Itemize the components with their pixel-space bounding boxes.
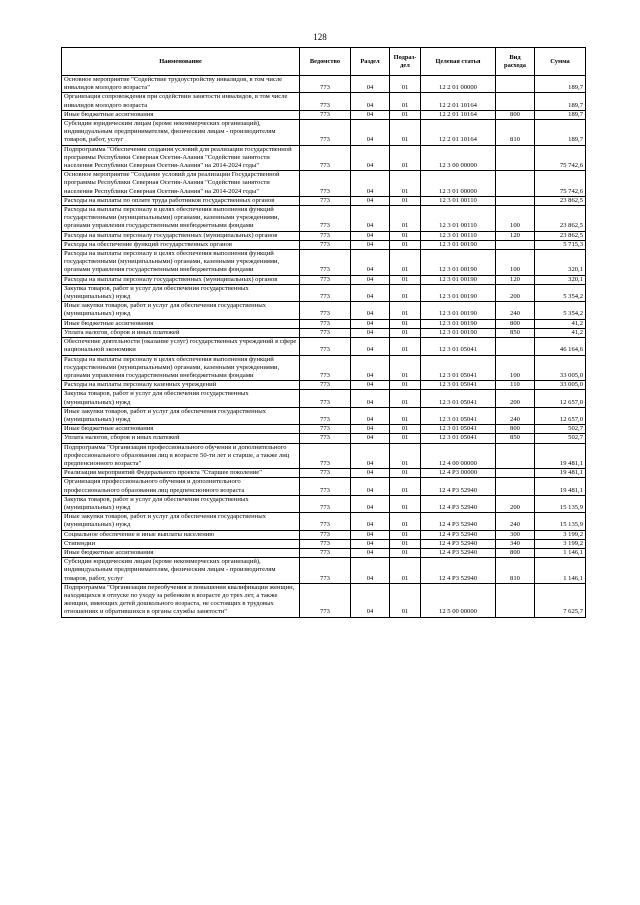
header-section: Раздел (351, 48, 390, 76)
row-subsection: 01 (390, 120, 421, 146)
header-name: Наименование (62, 48, 300, 76)
row-expense-type (496, 171, 535, 197)
row-section: 04 (351, 171, 390, 197)
row-name: Реализация мероприятий Федерального проекта "Старшее поколение" (62, 469, 300, 478)
row-section: 04 (351, 76, 390, 93)
row-dept: 773 (300, 171, 351, 197)
table-row (62, 338, 586, 355)
table-row (62, 443, 586, 469)
row-dept: 773 (300, 93, 351, 110)
row-target: 12 2 01 10164 (421, 110, 496, 119)
row-expense-type: 850 (496, 328, 535, 337)
row-subsection: 01 (390, 93, 421, 110)
row-expense-type: 240 (496, 302, 535, 319)
row-dept: 773 (300, 206, 351, 232)
row-target: 12 4 P3 52940 (421, 513, 496, 530)
row-section: 04 (351, 530, 390, 539)
row-amount: 23 862,5 (535, 231, 586, 240)
row-subsection: 01 (390, 443, 421, 469)
header-target: Целевая статья (421, 48, 496, 76)
row-amount: 33 005,0 (535, 381, 586, 390)
row-target: 12 3 01 00190 (421, 328, 496, 337)
row-section: 04 (351, 495, 390, 512)
row-dept: 773 (300, 302, 351, 319)
table-row (62, 583, 586, 617)
row-expense-type: 800 (496, 548, 535, 557)
row-name: Субсидии юридическим лицам (кроме некоммерческих организаций), индивидуальным предпринимателям, физическим лицам - производителям товаров, работ, услуг (62, 120, 300, 146)
row-name: Закупка товаров, работ и услуг для обеспечения государственных (муниципальных) нужд (62, 495, 300, 512)
row-dept: 773 (300, 390, 351, 407)
row-target: 12 2 01 10164 (421, 120, 496, 146)
row-section: 04 (351, 275, 390, 284)
row-expense-type: 200 (496, 495, 535, 512)
row-amount: 189,7 (535, 76, 586, 93)
row-subsection: 01 (390, 206, 421, 232)
table-row (62, 434, 586, 443)
row-dept: 773 (300, 231, 351, 240)
row-section: 04 (351, 284, 390, 301)
row-name: Иные бюджетные ассигнования (62, 110, 300, 119)
table-row (62, 319, 586, 328)
row-amount: 75 742,6 (535, 145, 586, 171)
row-dept: 773 (300, 145, 351, 171)
row-target: 12 3 01 05041 (421, 338, 496, 355)
table-row (62, 469, 586, 478)
row-subsection: 01 (390, 495, 421, 512)
row-target: 12 3 01 00190 (421, 302, 496, 319)
row-section: 04 (351, 558, 390, 584)
row-target: 12 3 01 05041 (421, 434, 496, 443)
row-section: 04 (351, 583, 390, 617)
header-subsection: Подраз- дел (390, 48, 421, 76)
row-dept: 773 (300, 407, 351, 424)
row-name: Иные закупки товаров, работ и услуг для обеспечения государственных (муниципальных) нужд (62, 513, 300, 530)
table-row (62, 495, 586, 512)
row-expense-type: 200 (496, 284, 535, 301)
row-subsection: 01 (390, 539, 421, 548)
row-target: 12 4 00 00000 (421, 443, 496, 469)
row-subsection: 01 (390, 171, 421, 197)
row-name: Закупка товаров, работ и услуг для обеспечения государственных (муниципальных) нужд (62, 390, 300, 407)
row-subsection: 01 (390, 478, 421, 495)
row-target: 12 3 01 00000 (421, 171, 496, 197)
row-section: 04 (351, 328, 390, 337)
row-amount: 3 199,2 (535, 530, 586, 539)
table-header-row (62, 48, 586, 76)
row-expense-type: 340 (496, 539, 535, 548)
row-subsection: 01 (390, 558, 421, 584)
table-row (62, 478, 586, 495)
row-name: Иные закупки товаров, работ и услуг для обеспечения государственных (муниципальных) нужд (62, 407, 300, 424)
row-dept: 773 (300, 120, 351, 146)
row-section: 04 (351, 231, 390, 240)
table-row (62, 548, 586, 557)
row-name: Обеспечение деятельности (оказание услуг) государственных учреждений в сфере национальной экономики (62, 338, 300, 355)
row-subsection: 01 (390, 231, 421, 240)
row-amount: 189,7 (535, 110, 586, 119)
row-expense-type (496, 443, 535, 469)
row-amount: 1 146,1 (535, 548, 586, 557)
row-expense-type (496, 145, 535, 171)
row-amount: 15 135,9 (535, 495, 586, 512)
row-subsection: 01 (390, 434, 421, 443)
table-row (62, 425, 586, 434)
row-section: 04 (351, 319, 390, 328)
row-amount: 33 005,0 (535, 355, 586, 381)
row-subsection: 01 (390, 110, 421, 119)
row-target: 12 4 P3 52940 (421, 548, 496, 557)
row-section: 04 (351, 145, 390, 171)
row-name: Подпрограмма "Организация переобучения и повышения квалификации женщин, находящихся в отпуске по уходу за ребенком в возрасте до трех лет, а также женщин, имеющих детей дошкольного возраста, не состоящих в трудовых отношениях и обратившихся в органы службы занятости" (62, 583, 300, 617)
row-target: 12 3 00 00000 (421, 145, 496, 171)
row-expense-type: 100 (496, 250, 535, 276)
row-expense-type: 800 (496, 110, 535, 119)
row-expense-type: 800 (496, 319, 535, 328)
row-amount: 1 146,1 (535, 558, 586, 584)
row-amount: 5 354,2 (535, 302, 586, 319)
row-name: Уплата налогов, сборов и иных платежей (62, 434, 300, 443)
table-row (62, 328, 586, 337)
row-name: Иные закупки товаров, работ и услуг для обеспечения государственных (муниципальных) нужд (62, 302, 300, 319)
row-dept: 773 (300, 425, 351, 434)
row-dept: 773 (300, 284, 351, 301)
row-name: Расходы на выплаты по оплате труда работников государственных органов (62, 196, 300, 205)
row-dept: 773 (300, 548, 351, 557)
row-name: Иные бюджетные ассигнования (62, 425, 300, 434)
row-target: 12 4 P3 52940 (421, 558, 496, 584)
row-subsection: 01 (390, 275, 421, 284)
row-target: 12 3 01 00190 (421, 250, 496, 276)
table-row (62, 513, 586, 530)
row-section: 04 (351, 434, 390, 443)
row-amount: 19 481,1 (535, 478, 586, 495)
row-dept: 773 (300, 558, 351, 584)
table-row (62, 120, 586, 146)
row-amount: 502,7 (535, 434, 586, 443)
row-target: 12 2 01 10164 (421, 93, 496, 110)
row-expense-type: 120 (496, 231, 535, 240)
header-amount: Сумма (535, 48, 586, 76)
row-subsection: 01 (390, 240, 421, 249)
table-row (62, 355, 586, 381)
row-amount: 320,1 (535, 250, 586, 276)
row-target: 12 3 01 00110 (421, 196, 496, 205)
row-dept: 773 (300, 469, 351, 478)
table-row (62, 275, 586, 284)
row-subsection: 01 (390, 145, 421, 171)
table-row (62, 381, 586, 390)
row-target: 12 4 P3 00000 (421, 469, 496, 478)
row-amount: 75 742,6 (535, 171, 586, 197)
row-expense-type (496, 338, 535, 355)
row-subsection: 01 (390, 513, 421, 530)
row-expense-type (496, 76, 535, 93)
row-dept: 773 (300, 583, 351, 617)
row-dept: 773 (300, 196, 351, 205)
row-expense-type (496, 240, 535, 249)
row-expense-type: 810 (496, 120, 535, 146)
budget-table (61, 47, 586, 618)
row-dept: 773 (300, 319, 351, 328)
table-row (62, 206, 586, 232)
row-section: 04 (351, 196, 390, 205)
page-number: 128 (313, 32, 327, 42)
row-subsection: 01 (390, 390, 421, 407)
row-name: Иные бюджетные ассигнования (62, 319, 300, 328)
row-name: Расходы на выплаты персоналу казенных учреждений (62, 381, 300, 390)
row-name: Организация профессионального обучения и дополнительного профессионального образования лиц предпенсионного возраста (62, 478, 300, 495)
row-target: 12 4 P3 52940 (421, 495, 496, 512)
row-subsection: 01 (390, 338, 421, 355)
row-target: 12 3 01 05041 (421, 390, 496, 407)
table-row (62, 196, 586, 205)
row-subsection: 01 (390, 302, 421, 319)
row-name: Расходы на выплаты персоналу государственных (муниципальных) органов (62, 231, 300, 240)
row-amount: 19 481,1 (535, 469, 586, 478)
table-row (62, 93, 586, 110)
row-dept: 773 (300, 381, 351, 390)
row-target: 12 3 01 00110 (421, 231, 496, 240)
row-expense-type: 100 (496, 355, 535, 381)
row-amount: 189,7 (535, 120, 586, 146)
row-target: 12 4 P3 52940 (421, 530, 496, 539)
row-dept: 773 (300, 434, 351, 443)
row-name: Стипендии (62, 539, 300, 548)
row-target: 12 3 01 05041 (421, 407, 496, 424)
row-expense-type (496, 469, 535, 478)
row-expense-type (496, 478, 535, 495)
row-section: 04 (351, 469, 390, 478)
row-expense-type: 100 (496, 206, 535, 232)
row-subsection: 01 (390, 530, 421, 539)
row-amount: 19 481,1 (535, 443, 586, 469)
table-row (62, 558, 586, 584)
row-name: Основное мероприятие "Содействие трудоустройству инвалидов, в том числе инвалидов молодого возраста" (62, 76, 300, 93)
row-subsection: 01 (390, 328, 421, 337)
table-row (62, 76, 586, 93)
row-section: 04 (351, 93, 390, 110)
row-amount: 3 199,2 (535, 539, 586, 548)
row-expense-type (496, 583, 535, 617)
header-expense-type: Вид расхода (496, 48, 535, 76)
row-section: 04 (351, 250, 390, 276)
row-section: 04 (351, 443, 390, 469)
header-dept: Ведомство (300, 48, 351, 76)
row-dept: 773 (300, 338, 351, 355)
row-amount: 41,2 (535, 328, 586, 337)
row-dept: 773 (300, 328, 351, 337)
table-row (62, 539, 586, 548)
row-dept: 773 (300, 275, 351, 284)
table-row (62, 110, 586, 119)
row-dept: 773 (300, 443, 351, 469)
row-name: Расходы на обеспечение функций государственных органов (62, 240, 300, 249)
row-target: 12 3 01 05041 (421, 381, 496, 390)
row-target: 12 3 01 05041 (421, 355, 496, 381)
row-target: 12 3 01 00190 (421, 240, 496, 249)
row-amount: 12 657,0 (535, 390, 586, 407)
row-target: 12 3 01 00190 (421, 275, 496, 284)
row-name: Организация сопровождения при содействии занятости инвалидов, в том числе инвалидов молодого возраста (62, 93, 300, 110)
table-row (62, 231, 586, 240)
row-section: 04 (351, 302, 390, 319)
row-dept: 773 (300, 513, 351, 530)
row-section: 04 (351, 206, 390, 232)
row-section: 04 (351, 381, 390, 390)
table-row (62, 145, 586, 171)
row-dept: 773 (300, 250, 351, 276)
row-target: 12 4 P3 52940 (421, 539, 496, 548)
row-amount: 189,7 (535, 93, 586, 110)
row-subsection: 01 (390, 196, 421, 205)
row-section: 04 (351, 407, 390, 424)
row-dept: 773 (300, 495, 351, 512)
row-expense-type: 240 (496, 407, 535, 424)
row-subsection: 01 (390, 250, 421, 276)
row-subsection: 01 (390, 407, 421, 424)
row-subsection: 01 (390, 425, 421, 434)
row-expense-type: 300 (496, 530, 535, 539)
row-section: 04 (351, 390, 390, 407)
row-subsection: 01 (390, 469, 421, 478)
row-subsection: 01 (390, 284, 421, 301)
row-target: 12 3 01 00190 (421, 284, 496, 301)
row-name: Уплата налогов, сборов и иных платежей (62, 328, 300, 337)
row-name: Расходы на выплаты персоналу в целях обеспечения выполнения функций государственными (муниципальными) органами, казенными учреждениями, органами управления государственными внебюджетными фондами (62, 206, 300, 232)
row-name: Расходы на выплаты персоналу в целях обеспечения выполнения функций государственными (муниципальными) органами, казенными учреждениями, органами управления государственными внебюджетными фондами (62, 250, 300, 276)
row-amount: 502,7 (535, 425, 586, 434)
row-target: 12 3 01 00190 (421, 319, 496, 328)
row-name: Иные бюджетные ассигнования (62, 548, 300, 557)
row-subsection: 01 (390, 76, 421, 93)
row-expense-type: 800 (496, 425, 535, 434)
table-row (62, 302, 586, 319)
row-amount: 23 862,5 (535, 196, 586, 205)
row-amount: 46 164,6 (535, 338, 586, 355)
row-amount: 12 657,0 (535, 407, 586, 424)
row-target: 12 4 P3 52940 (421, 478, 496, 495)
row-dept: 773 (300, 240, 351, 249)
row-subsection: 01 (390, 355, 421, 381)
row-amount: 41,2 (535, 319, 586, 328)
row-name: Социальное обеспечение и иные выплаты населению (62, 530, 300, 539)
row-target: 12 3 01 00110 (421, 206, 496, 232)
table-row (62, 284, 586, 301)
row-subsection: 01 (390, 548, 421, 557)
row-section: 04 (351, 240, 390, 249)
row-section: 04 (351, 338, 390, 355)
row-subsection: 01 (390, 381, 421, 390)
row-section: 04 (351, 110, 390, 119)
row-dept: 773 (300, 355, 351, 381)
row-amount: 5 715,3 (535, 240, 586, 249)
row-expense-type: 120 (496, 275, 535, 284)
row-name: Субсидии юридическим лицам (кроме некоммерческих организаций), индивидуальным предпринимателям, физическим лицам - производителям товаров, работ, услуг (62, 558, 300, 584)
row-dept: 773 (300, 110, 351, 119)
row-section: 04 (351, 513, 390, 530)
table-row (62, 530, 586, 539)
table-row (62, 390, 586, 407)
table-row (62, 407, 586, 424)
row-dept: 773 (300, 530, 351, 539)
row-amount: 5 354,2 (535, 284, 586, 301)
row-name: Закупка товаров, работ и услуг для обеспечения государственных (муниципальных) нужд (62, 284, 300, 301)
row-amount: 320,1 (535, 275, 586, 284)
row-section: 04 (351, 425, 390, 434)
row-name: Подпрограмма "Обеспечение создания условий для реализации государственной программы Республики Северная Осетия-Алания "Содействие занятости населения Республики Северная Осетия-Алания" на 2014-2024 годы" (62, 145, 300, 171)
row-expense-type: 240 (496, 513, 535, 530)
table-row (62, 240, 586, 249)
row-target: 12 2 01 00000 (421, 76, 496, 93)
row-amount: 15 135,9 (535, 513, 586, 530)
row-name: Основное мероприятие "Создание условий для реализации Государственной программы Республики Северная Осетия-Алания "Содействие занятости населения Республики Северная Осетия-Алания" на 2014-2024 годы" (62, 171, 300, 197)
row-target: 12 3 01 05041 (421, 425, 496, 434)
row-amount: 7 625,7 (535, 583, 586, 617)
row-expense-type (496, 93, 535, 110)
row-expense-type: 200 (496, 390, 535, 407)
row-target: 12 5 00 00000 (421, 583, 496, 617)
row-dept: 773 (300, 478, 351, 495)
table-row (62, 171, 586, 197)
row-dept: 773 (300, 76, 351, 93)
row-subsection: 01 (390, 319, 421, 328)
row-name: Расходы на выплаты персоналу в целях обеспечения выполнения функций государственными (муниципальными) органами, казенными учреждениями, органами управления государственными внебюджетными фондами (62, 355, 300, 381)
row-expense-type (496, 196, 535, 205)
row-section: 04 (351, 355, 390, 381)
row-section: 04 (351, 120, 390, 146)
row-amount: 23 862,5 (535, 206, 586, 232)
row-expense-type: 810 (496, 558, 535, 584)
row-subsection: 01 (390, 583, 421, 617)
row-dept: 773 (300, 539, 351, 548)
row-section: 04 (351, 539, 390, 548)
row-expense-type: 110 (496, 381, 535, 390)
table-row (62, 250, 586, 276)
row-section: 04 (351, 548, 390, 557)
row-section: 04 (351, 478, 390, 495)
row-expense-type: 850 (496, 434, 535, 443)
row-name: Расходы на выплаты персоналу государственных (муниципальных) органов (62, 275, 300, 284)
row-name: Подпрограмма "Организация профессионального обучения и дополнительного профессионального образования лиц в возрасте 50-ти лет и старше, а также лиц предпенсионного возраста" (62, 443, 300, 469)
